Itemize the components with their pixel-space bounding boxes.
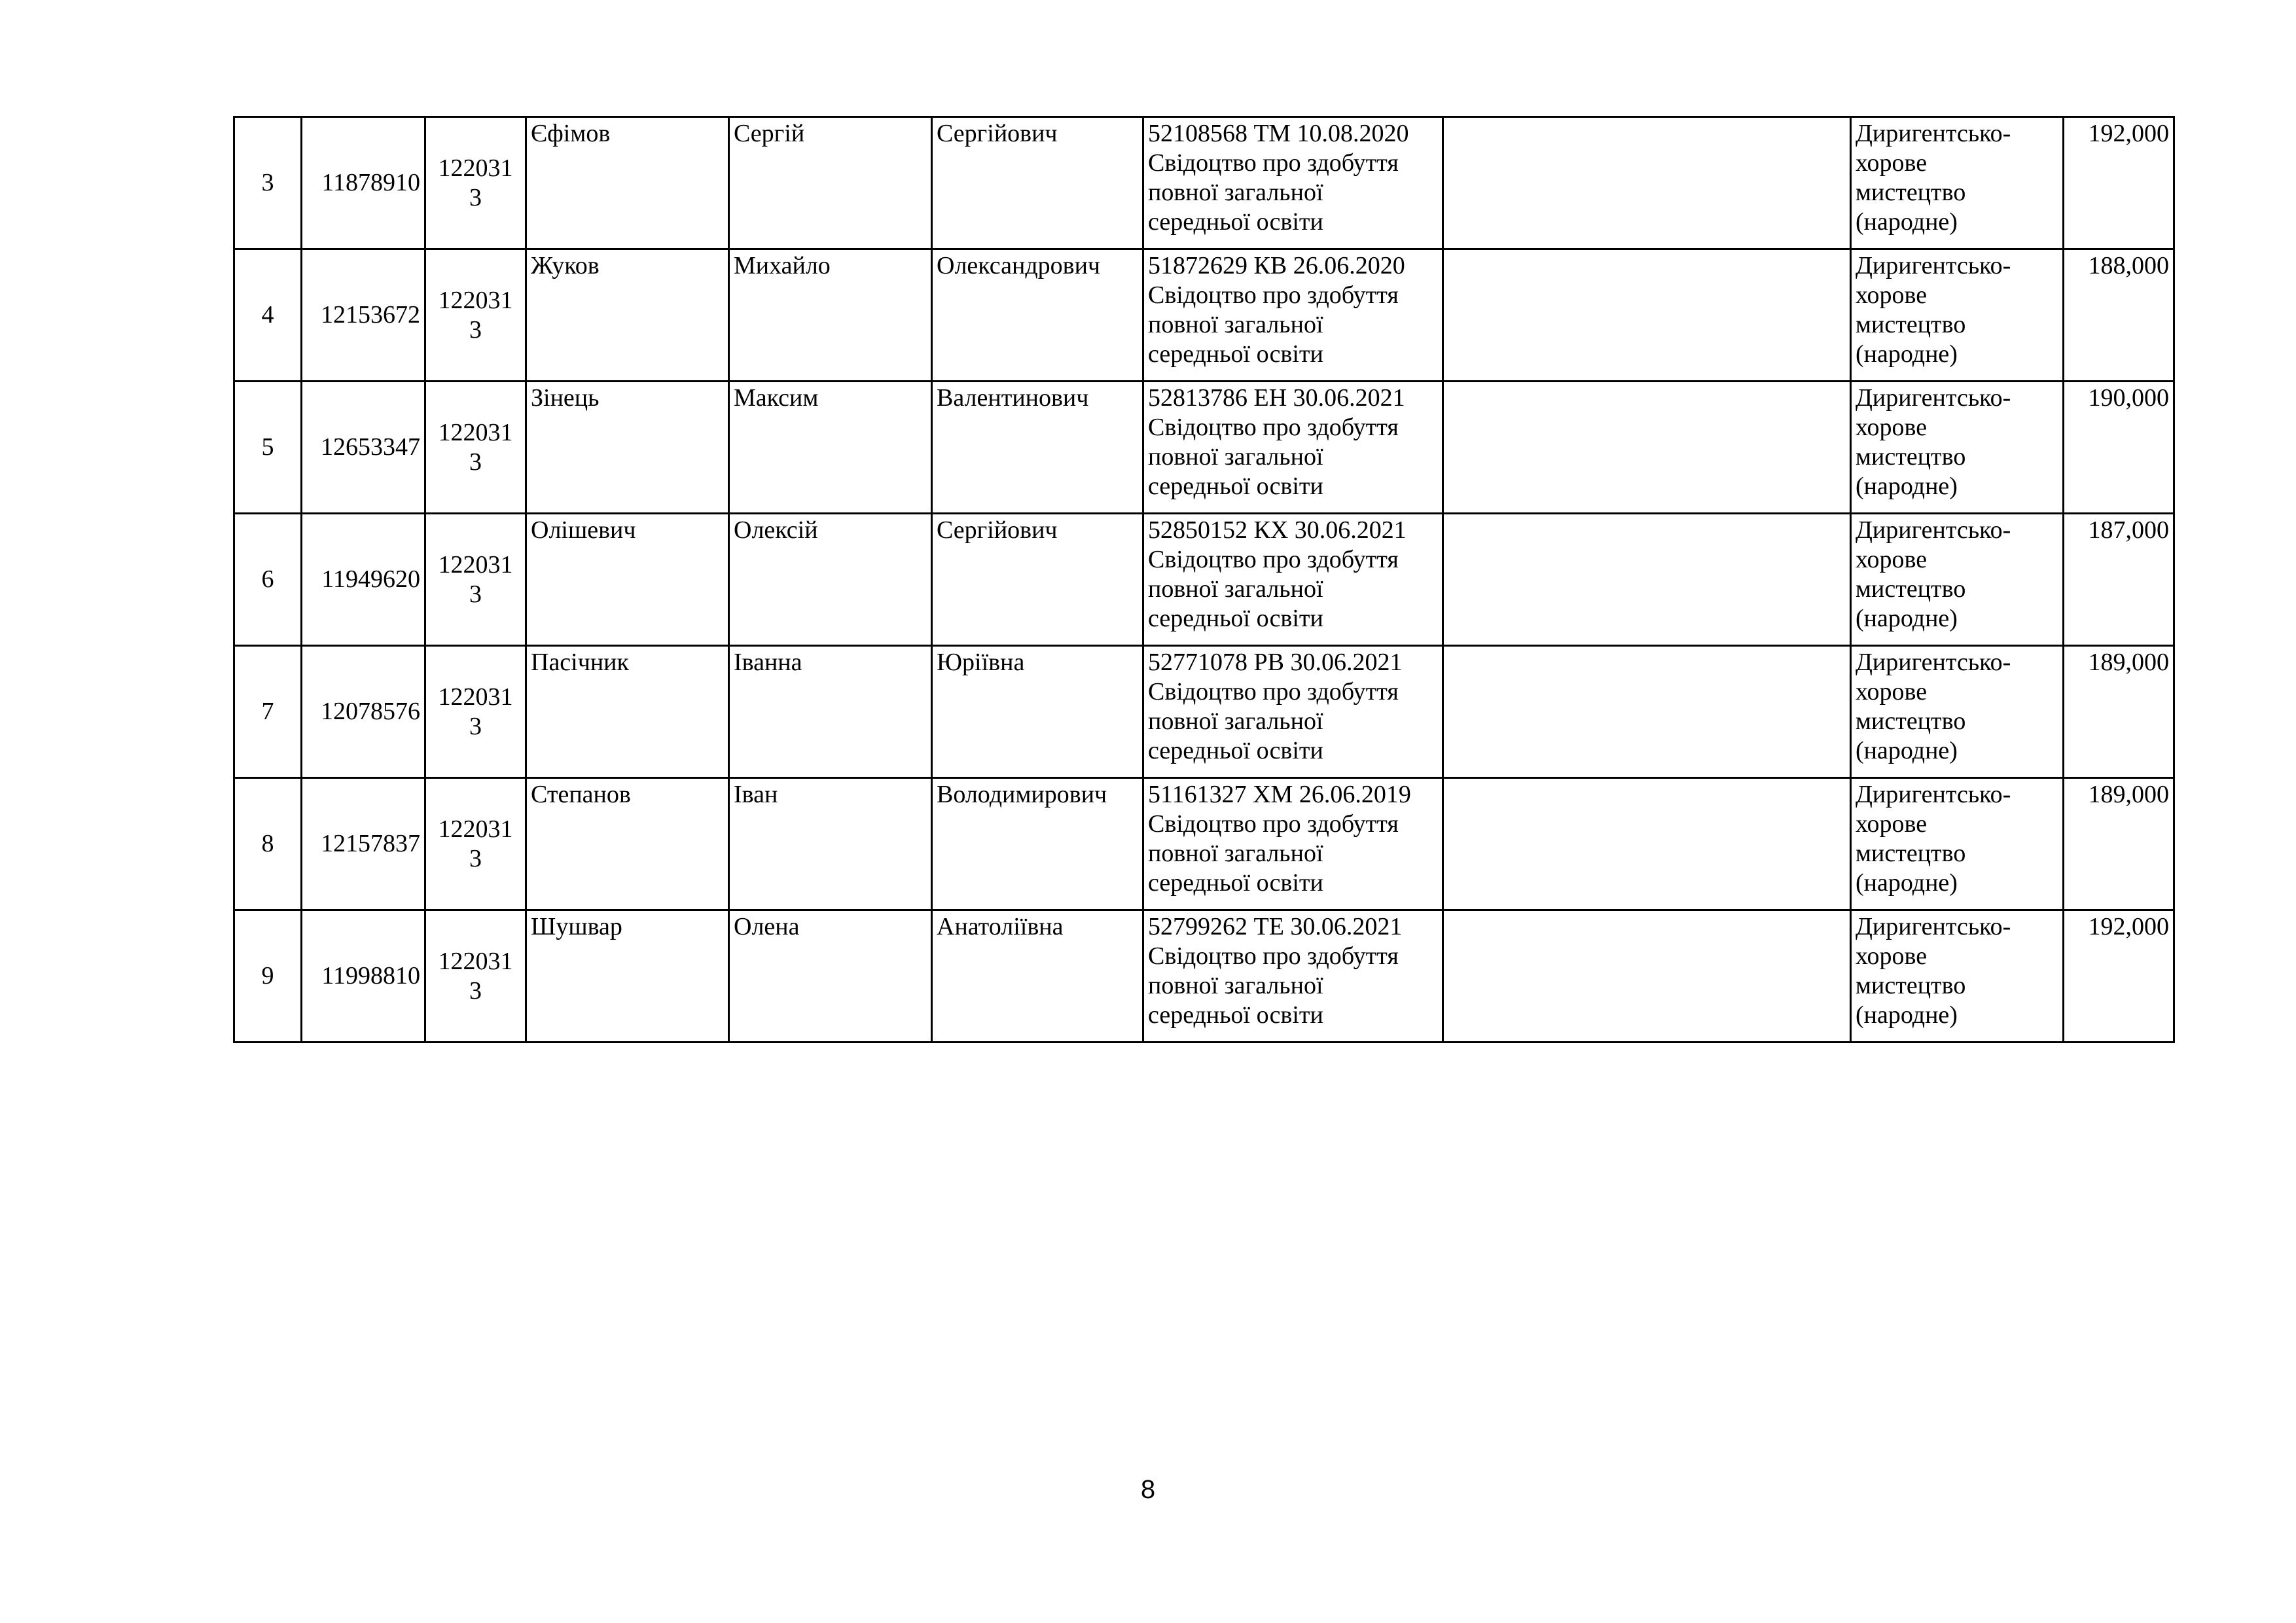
notes-cell bbox=[1443, 910, 1851, 1043]
competition-score: 188,000 bbox=[2064, 249, 2174, 382]
program-code-line: 122031 bbox=[438, 947, 513, 975]
applicant-id: 12078576 bbox=[302, 646, 425, 778]
education-document bbox=[1143, 778, 1443, 910]
applicant-id: 11878910 bbox=[302, 117, 425, 249]
applicant-id: 12157837 bbox=[302, 778, 425, 910]
program-code bbox=[425, 778, 526, 910]
document-line: повної загальної bbox=[1148, 179, 1323, 206]
program-code-line: 3 bbox=[469, 844, 482, 872]
document-line: повної загальної bbox=[1148, 575, 1323, 603]
program-code-line: 3 bbox=[469, 580, 482, 608]
table-row bbox=[234, 382, 2174, 514]
row-number: 7 bbox=[234, 646, 302, 778]
document-line: Свідоцтво про здобуття bbox=[1148, 810, 1399, 838]
specialty-line: хорове bbox=[1856, 942, 1928, 970]
specialty bbox=[1851, 117, 2064, 249]
specialty-line: хорове bbox=[1856, 678, 1928, 705]
applicant-id: 11998810 bbox=[302, 910, 425, 1043]
document-line: 52813786 ЕН 30.06.2021 bbox=[1148, 384, 1405, 412]
first-name: Сергій bbox=[729, 117, 932, 249]
table-row bbox=[234, 910, 2174, 1043]
first-name: Іванна bbox=[729, 646, 932, 778]
program-code bbox=[425, 249, 526, 382]
specialty-line: (народне) bbox=[1856, 340, 1958, 368]
specialty-line: мистецтво bbox=[1856, 707, 1966, 735]
program-code-line: 122031 bbox=[438, 683, 513, 711]
competition-score: 192,000 bbox=[2064, 117, 2174, 249]
education-document bbox=[1143, 117, 1443, 249]
patronymic: Сергійович bbox=[932, 117, 1143, 249]
program-code bbox=[425, 382, 526, 514]
document-line: 52850152 КХ 30.06.2021 bbox=[1148, 516, 1407, 544]
specialty-line: Диригентсько- bbox=[1856, 781, 2011, 808]
notes-cell bbox=[1443, 249, 1851, 382]
program-code-line: 122031 bbox=[438, 550, 513, 579]
row-number: 3 bbox=[234, 117, 302, 249]
row-number: 6 bbox=[234, 514, 302, 646]
surname: Жуков bbox=[526, 249, 729, 382]
specialty-line: (народне) bbox=[1856, 869, 1958, 897]
notes-cell bbox=[1443, 514, 1851, 646]
notes-cell bbox=[1443, 646, 1851, 778]
patronymic: Олександрович bbox=[932, 249, 1143, 382]
education-document bbox=[1143, 514, 1443, 646]
patronymic: Валентинович bbox=[932, 382, 1143, 514]
first-name: Іван bbox=[729, 778, 932, 910]
row-number: 4 bbox=[234, 249, 302, 382]
program-code-line: 3 bbox=[469, 448, 482, 476]
program-code bbox=[425, 646, 526, 778]
first-name: Максим bbox=[729, 382, 932, 514]
specialty-line: хорове bbox=[1856, 810, 1928, 838]
row-number: 9 bbox=[234, 910, 302, 1043]
document-line: середньої освіти bbox=[1148, 869, 1323, 897]
specialty bbox=[1851, 514, 2064, 646]
program-code bbox=[425, 117, 526, 249]
surname: Єфімов bbox=[526, 117, 729, 249]
page-number: 8 bbox=[1140, 1475, 1156, 1504]
notes-cell bbox=[1443, 778, 1851, 910]
competition-score: 192,000 bbox=[2064, 910, 2174, 1043]
specialty-line: (народне) bbox=[1856, 1001, 1958, 1029]
surname: Зінець bbox=[526, 382, 729, 514]
document-line: середньої освіти bbox=[1148, 1001, 1323, 1029]
specialty-line: мистецтво bbox=[1856, 575, 1966, 603]
document-line: Свідоцтво про здобуття bbox=[1148, 678, 1399, 705]
program-code bbox=[425, 514, 526, 646]
specialty-line: мистецтво bbox=[1856, 311, 1966, 338]
document-line: середньої освіти bbox=[1148, 473, 1323, 500]
notes-cell bbox=[1443, 382, 1851, 514]
document-line: середньої освіти bbox=[1148, 605, 1323, 632]
document-line: середньої освіти bbox=[1148, 737, 1323, 764]
first-name: Олена bbox=[729, 910, 932, 1043]
specialty-line: (народне) bbox=[1856, 473, 1958, 500]
specialty-line: (народне) bbox=[1856, 605, 1958, 632]
specialty-line: (народне) bbox=[1856, 208, 1958, 236]
competition-score: 190,000 bbox=[2064, 382, 2174, 514]
table-row bbox=[234, 646, 2174, 778]
specialty-line: (народне) bbox=[1856, 737, 1958, 764]
patronymic: Анатоліївна bbox=[932, 910, 1143, 1043]
document-line: 52799262 ТЕ 30.06.2021 bbox=[1148, 913, 1403, 940]
specialty-line: Диригентсько- bbox=[1856, 649, 2011, 676]
row-number: 8 bbox=[234, 778, 302, 910]
specialty-line: хорове bbox=[1856, 546, 1928, 573]
surname: Степанов bbox=[526, 778, 729, 910]
program-code-line: 3 bbox=[469, 315, 482, 344]
document-line: Свідоцтво про здобуття bbox=[1148, 546, 1399, 573]
applicant-id: 12653347 bbox=[302, 382, 425, 514]
patronymic: Володимирович bbox=[932, 778, 1143, 910]
surname: Пасічник bbox=[526, 646, 729, 778]
surname: Олішевич bbox=[526, 514, 729, 646]
applicant-id: 11949620 bbox=[302, 514, 425, 646]
specialty-line: Диригентсько- bbox=[1856, 516, 2011, 544]
specialty-line: хорове bbox=[1856, 281, 1928, 309]
table-row bbox=[234, 117, 2174, 249]
specialty-line: хорове bbox=[1856, 149, 1928, 177]
table-body bbox=[234, 117, 2174, 1043]
specialty bbox=[1851, 249, 2064, 382]
program-code-line: 3 bbox=[469, 976, 482, 1005]
education-document bbox=[1143, 646, 1443, 778]
notes-cell bbox=[1443, 117, 1851, 249]
specialty bbox=[1851, 910, 2064, 1043]
specialty-line: мистецтво bbox=[1856, 443, 1966, 471]
specialty bbox=[1851, 778, 2064, 910]
document-line: повної загальної bbox=[1148, 972, 1323, 999]
row-number: 5 bbox=[234, 382, 302, 514]
competition-score: 187,000 bbox=[2064, 514, 2174, 646]
education-document bbox=[1143, 249, 1443, 382]
program-code bbox=[425, 910, 526, 1043]
surname: Шушвар bbox=[526, 910, 729, 1043]
specialty-line: Диригентсько- bbox=[1856, 120, 2011, 147]
document-line: 51872629 КВ 26.06.2020 bbox=[1148, 252, 1405, 279]
document-line: Свідоцтво про здобуття bbox=[1148, 149, 1399, 177]
program-code-line: 122031 bbox=[438, 418, 513, 446]
document-line: Свідоцтво про здобуття bbox=[1148, 414, 1399, 441]
program-code-line: 122031 bbox=[438, 154, 513, 182]
program-code-line: 122031 bbox=[438, 815, 513, 843]
specialty-line: хорове bbox=[1856, 414, 1928, 441]
first-name: Михайло bbox=[729, 249, 932, 382]
applicant-id: 12153672 bbox=[302, 249, 425, 382]
document-line: 51161327 ХМ 26.06.2019 bbox=[1148, 781, 1411, 808]
document-line: Свідоцтво про здобуття bbox=[1148, 942, 1399, 970]
document-line: повної загальної bbox=[1148, 311, 1323, 338]
document-line: 52108568 ТМ 10.08.2020 bbox=[1148, 120, 1409, 147]
patronymic: Сергійович bbox=[932, 514, 1143, 646]
specialty-line: Диригентсько- bbox=[1856, 252, 2011, 279]
document-line: повної загальної bbox=[1148, 443, 1323, 471]
document-line: середньої освіти bbox=[1148, 340, 1323, 368]
competition-score: 189,000 bbox=[2064, 778, 2174, 910]
program-code-line: 122031 bbox=[438, 286, 513, 314]
document-line: середньої освіти bbox=[1148, 208, 1323, 236]
specialty-line: Диригентсько- bbox=[1856, 913, 2011, 940]
specialty-line: мистецтво bbox=[1856, 840, 1966, 867]
applicants-table bbox=[233, 116, 2175, 1043]
education-document bbox=[1143, 910, 1443, 1043]
table-row bbox=[234, 778, 2174, 910]
document-line: повної загальної bbox=[1148, 707, 1323, 735]
program-code-line: 3 bbox=[469, 183, 482, 211]
document-line: повної загальної bbox=[1148, 840, 1323, 867]
document-line: 52771078 РВ 30.06.2021 bbox=[1148, 649, 1403, 676]
specialty bbox=[1851, 382, 2064, 514]
specialty-line: мистецтво bbox=[1856, 179, 1966, 206]
specialty-line: Диригентсько- bbox=[1856, 384, 2011, 412]
education-document bbox=[1143, 382, 1443, 514]
first-name: Олексій bbox=[729, 514, 932, 646]
competition-score: 189,000 bbox=[2064, 646, 2174, 778]
specialty bbox=[1851, 646, 2064, 778]
specialty-line: мистецтво bbox=[1856, 972, 1966, 999]
table-row bbox=[234, 514, 2174, 646]
document-line: Свідоцтво про здобуття bbox=[1148, 281, 1399, 309]
program-code-line: 3 bbox=[469, 712, 482, 740]
patronymic: Юріївна bbox=[932, 646, 1143, 778]
table-row bbox=[234, 249, 2174, 382]
